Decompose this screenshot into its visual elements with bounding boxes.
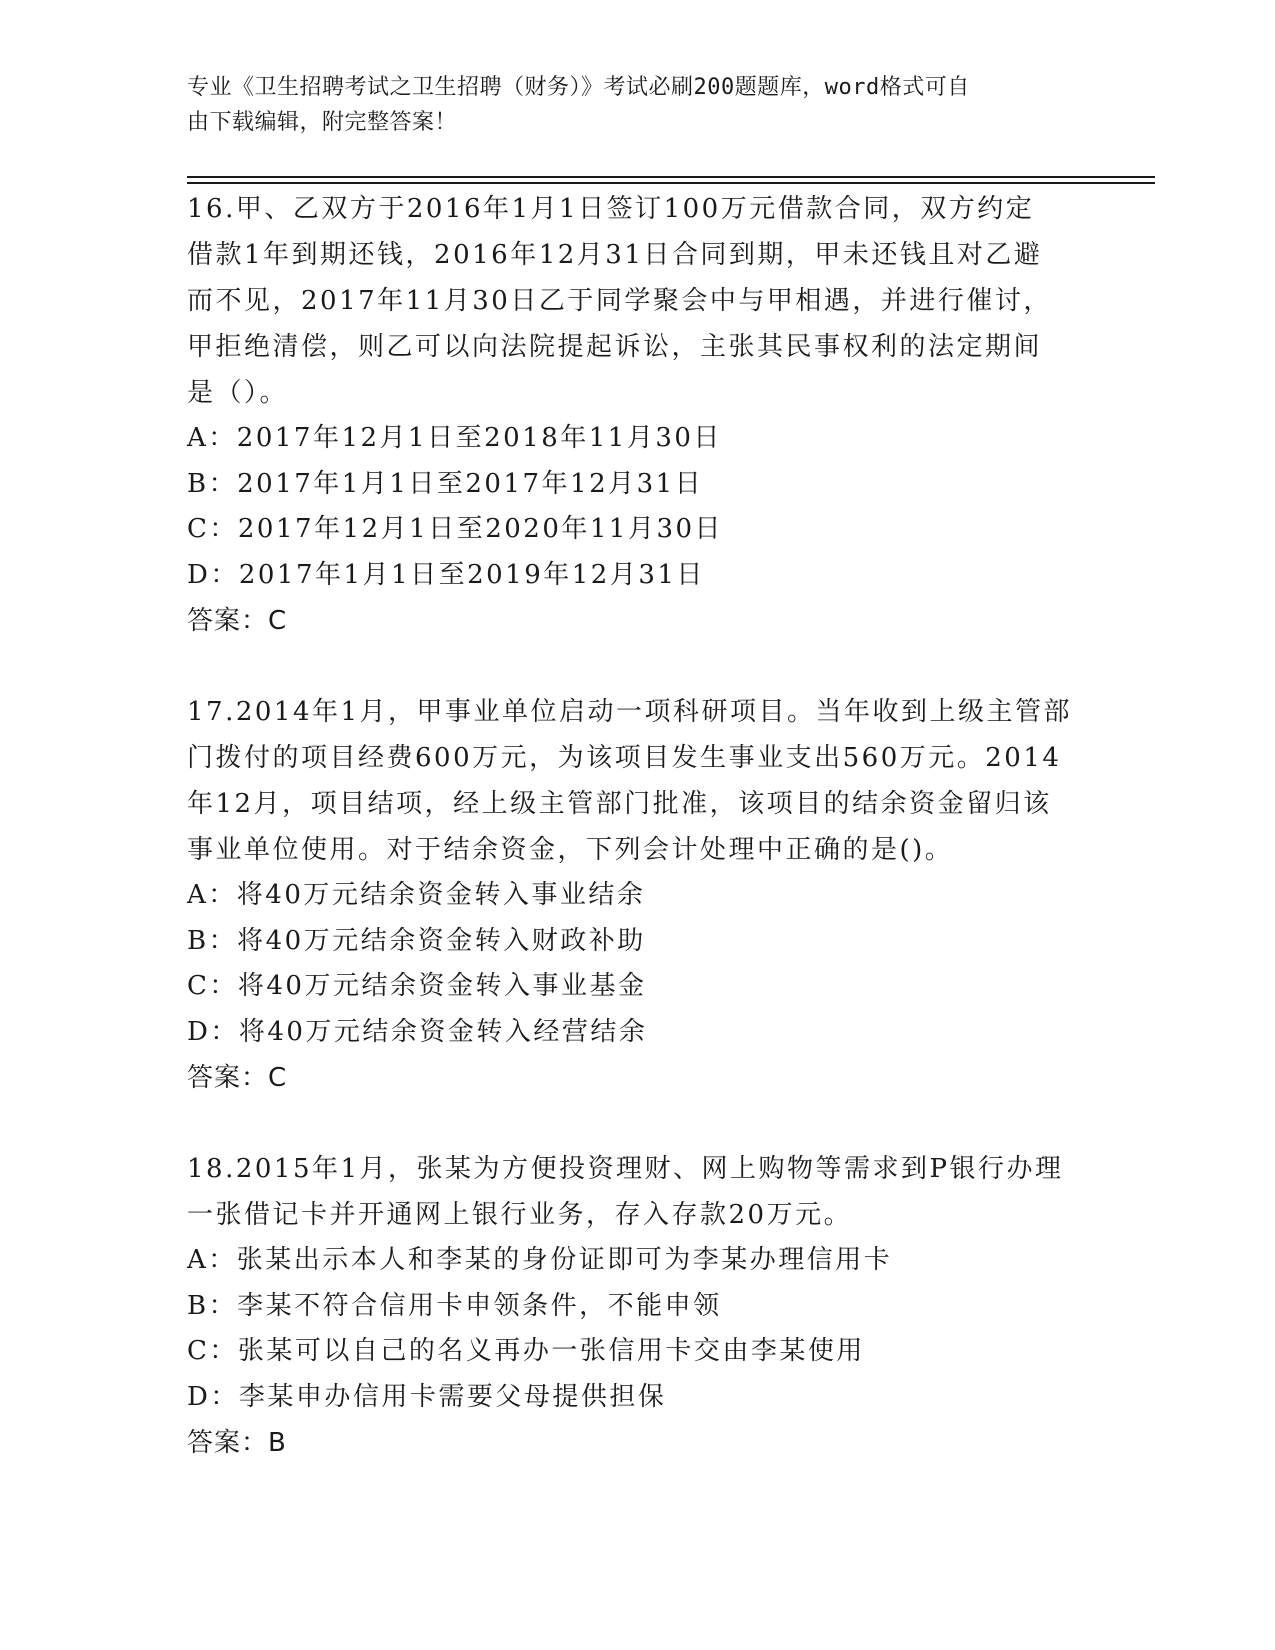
header-line-2: 由下载编辑，附完整答案！ [187,110,458,135]
option-a: A：张某出示本人和李某的身份证即可为李某办理信用卡 [187,1245,893,1275]
option-c: C：将40万元结余资金转入事业基金 [187,971,647,1001]
option-b: B：将40万元结余资金转入财政补助 [187,925,646,956]
option-d: D：李某申办信用卡需要父母提供担保 [187,1381,667,1412]
stem-line: 一张借记卡并开通网上银行业务，存入存款20万元。 [187,1200,853,1230]
stem-line: 16.甲、乙双方于2016年1月1日签订100万元借款合同，双方约定 [187,194,1035,224]
option-b: B：李某不符合信用卡申领条件，不能申领 [187,1290,722,1321]
stem-line: 年12月，项目结项，经上级主管部门批准，该项目的结余资金留归该 [187,789,1052,819]
stem-line: 事业单位使用。对于结余资金，下列会计处理中正确的是()。 [187,835,954,865]
option-d: D：将40万元结余资金转入经营结余 [187,1016,648,1047]
stem-line: 门拨付的项目经费600万元，为该项目发生事业支出560万元。2014 [187,743,1062,773]
question-stem [187,689,1087,873]
answer-line: 答案：C [187,606,288,636]
stem-line: 而不见，2017年11月30日乙于同学聚会中与甲相遇，并进行催讨， [187,286,1052,316]
stem-line: 甲拒绝清偿，则乙可以向法院提起诉讼，主张其民事权利的法定期间 [187,332,1043,362]
question-16 [187,186,1087,644]
option-a: A：2017年12月1日至2018年11月30日 [187,423,722,453]
option-b: B：2017年1月1日至2017年12月31日 [187,468,704,499]
question-stem [187,1146,1087,1238]
stem-line: 借款1年到期还钱，2016年12月31日合同到期，甲未还钱且对乙避 [187,240,1043,270]
question-stem [187,186,1087,416]
header-line-1: 专业《卫生招聘考试之卫生招聘（财务）》考试必刷200题题库，word格式可自 [187,75,970,100]
question-18 [187,1146,1087,1466]
answer-line: 答案：B [187,1428,287,1458]
answer-line: 答案：C [187,1063,288,1093]
question-list [187,186,1087,1511]
question-17 [187,689,1087,1101]
option-c: C：张某可以自己的名义再办一张信用卡交由李某使用 [187,1336,865,1366]
stem-line: 是（）。 [187,378,289,408]
option-c: C：2017年12月1日至2020年11月30日 [187,514,724,544]
header-divider-top [187,176,1155,178]
document-header [187,70,1067,140]
stem-line: 17.2014年1月，甲事业单位启动一项科研项目。当年收到上级主管部 [187,697,1073,727]
stem-line: 18.2015年1月，张某为方便投资理财、网上购物等需求到P银行办理 [187,1154,1064,1184]
option-a: A：将40万元结余资金转入事业结余 [187,880,646,910]
option-d: D：2017年1月1日至2019年12月31日 [187,559,705,590]
header-divider-bottom [187,182,1155,184]
